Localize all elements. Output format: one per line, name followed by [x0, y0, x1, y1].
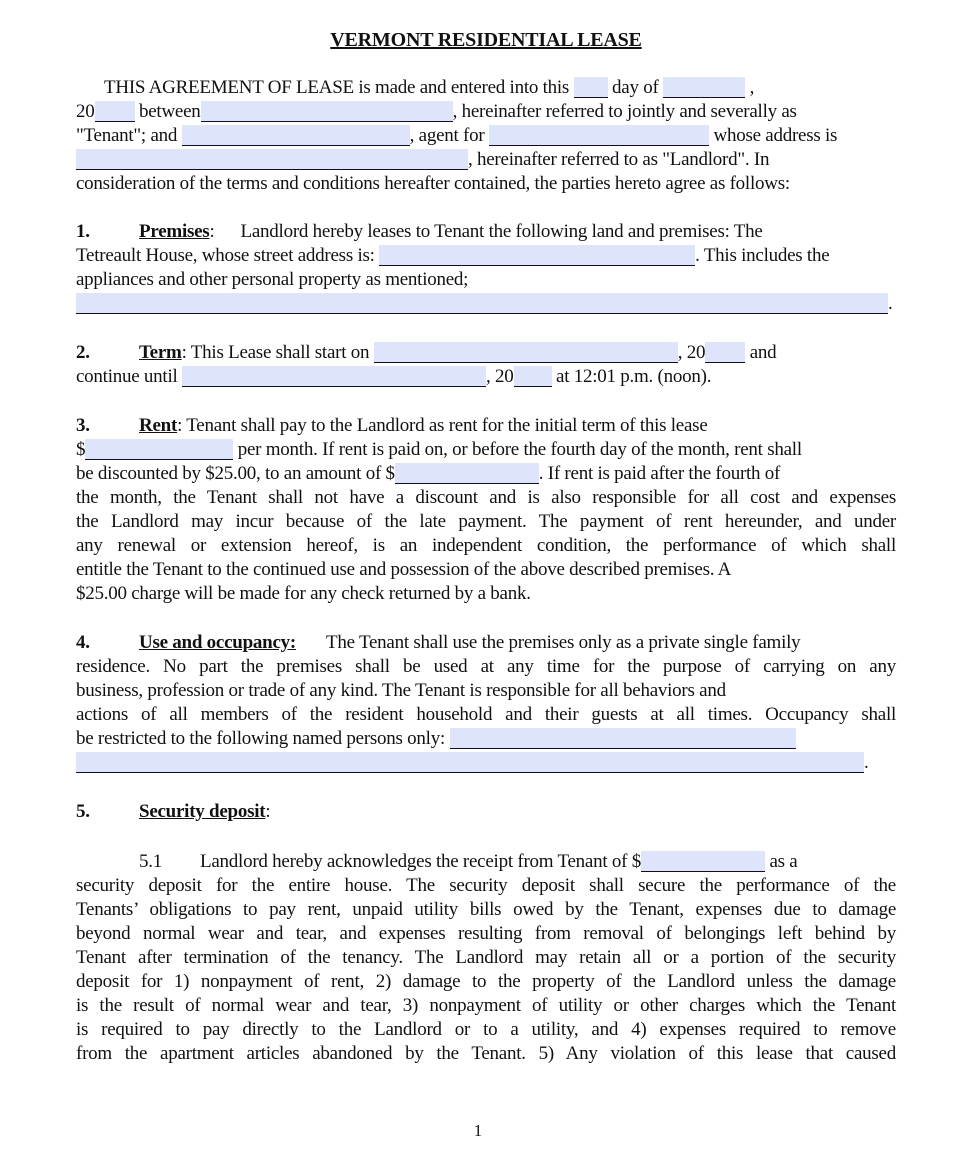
rent-line-3: [76, 462, 896, 486]
subsection-number: 5.1: [139, 851, 162, 872]
personal-property-field[interactable]: [76, 293, 888, 314]
end-date-field[interactable]: [182, 366, 486, 387]
page-number: 1: [473, 1121, 483, 1140]
agent-name-field[interactable]: [182, 125, 410, 146]
deposit-line-7: is the result of normal wear and tear, 3) nonpayment of utility or other charges which the Tenant: [76, 995, 896, 1016]
section-text: The Tenant shall use the premises only as a private single family: [326, 632, 801, 653]
day-field[interactable]: [574, 77, 608, 98]
deposit-line-8: is required to pay directly to the Landlord or to a utility, and 4) expenses required to remove: [76, 1019, 896, 1040]
intro-text: day of: [612, 77, 659, 98]
intro-text: 20: [76, 101, 95, 122]
section-number: 4.: [76, 632, 90, 653]
section-text: be restricted to the following named persons only:: [76, 728, 445, 749]
section-text: :: [209, 221, 215, 242]
deposit-line-6: deposit for 1) nonpayment of rent, 2) damage to the property of the Landlord unless the damage: [76, 971, 896, 992]
intro-text: , hereinafter referred to as "Landlord". In: [468, 149, 770, 170]
intro-text: THIS AGREEMENT OF LEASE is made and entered into this: [104, 77, 570, 98]
premises-line-4: [76, 292, 896, 316]
rent-line-1: [76, 414, 896, 438]
security-deposit-field[interactable]: [641, 851, 765, 872]
occupancy-line-5: [76, 727, 896, 751]
occupancy-line-3: business, profession or trade of any kind. The Tenant is responsible for all behaviors and: [76, 680, 726, 701]
deposit-heading: Security deposit: [139, 801, 266, 822]
intro-line-3: [76, 124, 896, 148]
rent-line-2: [76, 438, 896, 462]
intro-text: "Tenant"; and: [76, 125, 178, 146]
landlord-address-field[interactable]: [76, 149, 468, 170]
section-text: .: [864, 752, 869, 773]
section-text: : Tenant shall pay to the Landlord as rent for the initial term of this lease: [177, 415, 708, 436]
section-number: 3.: [76, 415, 90, 436]
term-heading: Term: [139, 342, 182, 363]
document-title: VERMONT RESIDENTIAL LEASE: [330, 29, 642, 51]
deposit-line-2: security deposit for the entire house. The security deposit shall secure the performance of the: [76, 875, 896, 896]
section-text: Landlord hereby acknowledges the receipt from Tenant of $: [200, 851, 641, 872]
term-line-1: [76, 341, 896, 365]
rent-line-7: entitle the Tenant to the continued use and possession of the above described premises. A: [76, 559, 732, 580]
intro-line-4: [76, 148, 896, 172]
intro-text: , agent for: [409, 125, 485, 146]
section-number: 2.: [76, 342, 90, 363]
section-text: . This includes the: [695, 245, 830, 266]
deposit-line-3: Tenants’ obligations to pay rent, unpaid utility bills owed by the Tenant, expenses due to damage: [76, 899, 896, 920]
deposit-line-9: from the apartment articles abandoned by the Tenant. 5) Any violation of this lease that caused: [76, 1043, 896, 1064]
section-text: : This Lease shall start on: [181, 342, 370, 363]
section-text: .: [888, 293, 893, 314]
premises-line-2: [76, 244, 896, 268]
term-line-2: [76, 365, 896, 389]
start-year-field[interactable]: [705, 342, 745, 363]
section-text: be discounted by $25.00, to an amount of $: [76, 463, 395, 484]
occupancy-line-2: residence. No part the premises shall be used at any time for the purpose of carrying on any: [76, 656, 896, 677]
occupancy-line-1: [76, 631, 896, 655]
rent-heading: Rent: [139, 415, 178, 436]
section-number: 5.: [76, 801, 90, 822]
occupancy-line-4: actions of all members of the resident household and their guests at all times. Occupancy shall: [76, 704, 896, 725]
section-text: Tetreault House, whose street address is:: [76, 245, 375, 266]
premises-heading: Premises: [139, 221, 210, 242]
intro-line-5: consideration of the terms and conditions hereafter contained, the parties hereto agree as follows:: [76, 173, 790, 194]
intro-text: whose address is: [713, 125, 838, 146]
occupants-field-2[interactable]: [76, 752, 864, 773]
discounted-rent-field[interactable]: [395, 463, 539, 484]
premises-line-3: appliances and other personal property as mentioned;: [76, 269, 469, 290]
deposit-line-5: Tenant after termination of the tenancy. The Landlord may retain all or a portion of the security: [76, 947, 896, 968]
rent-line-6: any renewal or extension hereof, is an independent condition, the performance of which shall: [76, 535, 896, 556]
rent-line-8: $25.00 charge will be made for any check returned by a bank.: [76, 583, 531, 604]
section-text: at 12:01 p.m. (noon).: [556, 366, 712, 387]
street-address-field[interactable]: [379, 245, 695, 266]
occupants-field-1[interactable]: [450, 728, 796, 749]
section-number: 1.: [76, 221, 90, 242]
end-year-field[interactable]: [514, 366, 552, 387]
section-text: , 20: [677, 342, 706, 363]
section-text: per month. If rent is paid on, or before the fourth day of the month, rent shall: [237, 439, 802, 460]
intro-line-2: [76, 100, 896, 124]
section-text: :: [265, 801, 271, 822]
occupancy-line-6: [76, 751, 896, 775]
section-text: continue until: [76, 366, 178, 387]
intro-text: ,: [749, 77, 755, 98]
section-text: as a: [769, 851, 798, 872]
intro-line-1: [76, 76, 896, 100]
section-text: Landlord hereby leases to Tenant the following land and premises: The: [240, 221, 763, 242]
deposit-line-4: beyond normal wear and tear, and expenses resulting from removal of belongings left behind by: [76, 923, 896, 944]
section-text: $: [76, 439, 86, 460]
section-text: , 20: [486, 366, 514, 387]
intro-text: between: [139, 101, 201, 122]
section-text: and: [749, 342, 777, 363]
landlord-name-field[interactable]: [489, 125, 709, 146]
deposit-line-1: [76, 850, 896, 874]
monthly-rent-field[interactable]: [85, 439, 233, 460]
month-field[interactable]: [663, 77, 745, 98]
rent-line-4: the month, the Tenant shall not have a discount and is also responsible for all cost and expenses: [76, 487, 896, 508]
tenant-name-field[interactable]: [201, 101, 453, 122]
occupancy-heading: Use and occupancy:: [139, 632, 297, 653]
rent-line-5: the Landlord may incur because of the late payment. The payment of rent hereunder, and under: [76, 511, 896, 532]
intro-text: , hereinafter referred to jointly and severally as: [452, 101, 797, 122]
start-date-field[interactable]: [374, 342, 678, 363]
premises-line-1: [76, 220, 896, 244]
year-field[interactable]: [95, 101, 135, 122]
deposit-heading-line: [76, 800, 896, 824]
section-text: . If rent is paid after the fourth of: [538, 463, 781, 484]
